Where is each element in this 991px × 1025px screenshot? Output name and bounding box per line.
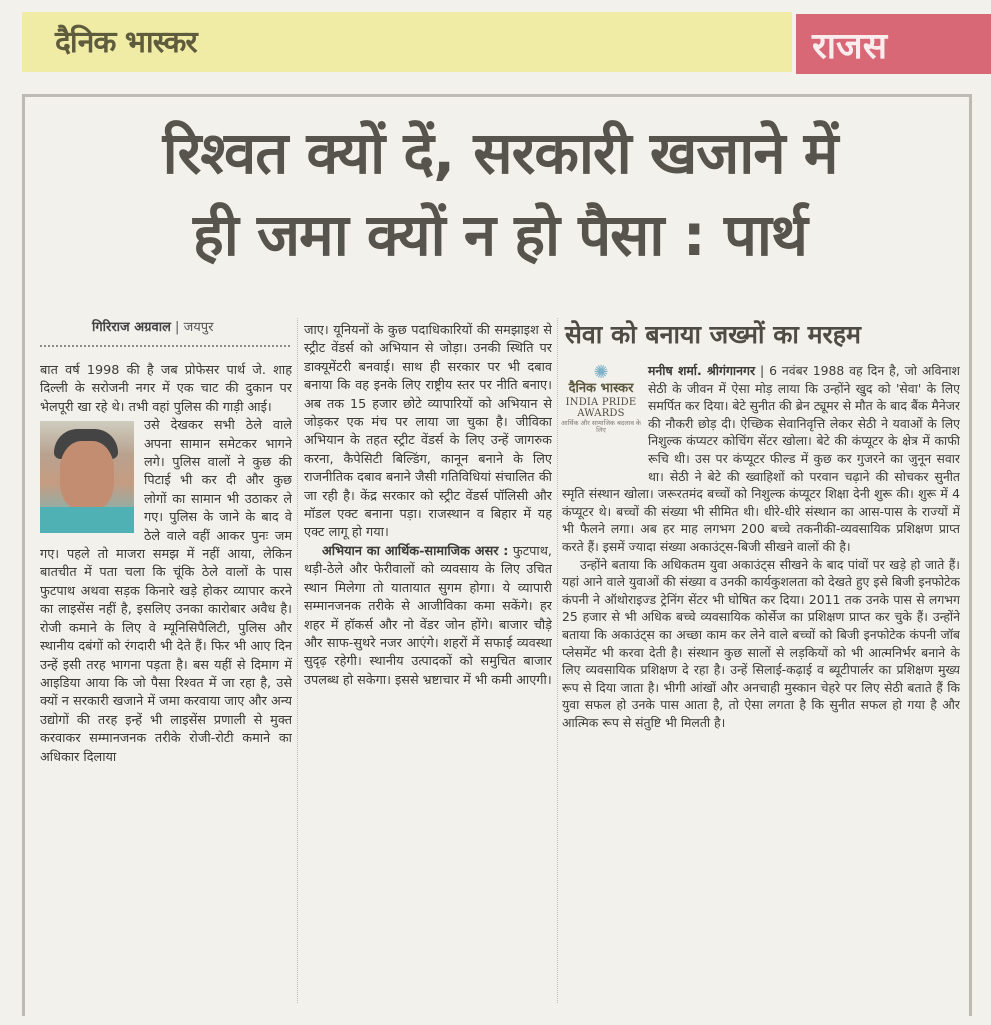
body-paragraph-continued xyxy=(304,322,552,543)
side-byline: मनीष शर्मा. श्रीगंगानगर xyxy=(648,363,756,378)
impact-subhead: अभियान का आर्थिक-सामाजिक असर : xyxy=(322,543,509,559)
impact-text: फुटपाथ, थड़ी-ठेले और फेरीवालों को व्यवसाय के लिए उचित स्थान मिलेगा तो यातायात सुगम होगा। ये व्यापारी सम्मानजनक तरीके से आजीविका कमा सकेंगे। हर शहर में हॉकर्स और नो वेंडर जोन होंगे। बाजार चौड़े और साफ-सुथरे नजर आएंगे। शहरों में सफाई व्यवस्था सुदृढ़ रहेगी। स्थानीय उत्पादकों को समुचित बाजार उपलब्ध हो सकेगा। इससे भ्रष्टाचार में भी कमी आएगी। xyxy=(304,543,552,688)
side-para-2-text: उन्होंने बताया कि अधिकतम युवा अकाउंट्स सीखने के बाद पांवों पर खड़े हो जाते हैं। यहां आने वाले युवाओं की संख्या व उनकी कार्यकुशलता को देखते हुए इसे बिजी इनफोटेक कंपनी ने ऑथोराइज्ड ट्रेनिंग सेंटर भी घोषित कर दिया। 2011 तक उनके पास से लगभग 25 हजार से भी अधिक बच्चे व्यवसायिक कोर्सेज का प्रशिक्षण प्राप्त कर चुके हैं। उन्होंने बताया कि अकाउंट्स का अच्छा काम कर लेने वाले बच्चों को बिजी इनफोटेक कंपनी जॉब प्लेसमेंट भी करवा देती है। संस्थान कुछ सालों से लड़कियों को भी आत्मनिर्भर बनाने के लिए व्यवसायिक प्रशिक्षण दे रहा है। उन्हें सिलाई-कढ़ाई व ब्यूटीपार्लर का प्रशिक्षण मुख्य रूप से दिया जाता है। भीगी आंखों और अनचाही मुस्कान चेहरे पर लिए सेठी बताते हैं कि युवा सफल हो उनके पास आता है, तो ऐसा लगता है कि सुनीत सफल हो गया है और आत्मिक रूप से संतुष्टि भी मिलती है। xyxy=(562,556,960,730)
side-para-1-text: 6 नवंबर 1988 वह दिन है, जो अविनाश सेठी के जीवन में ऐसा मोड़ लाया कि उन्होंने खुद को 'सेवा' के लिए समर्पित कर दिया। बेटे सुनीत की ब्रेन ट्यूमर से मौत के बाद बैंक मैनेजर की नौकरी छोड़ दी। ऐच्छिक सेवानिवृत्ति लेकर सेठी ने यवाओं के लिए निशुल्क कंप्यटर कोचिंग सेंटर खोला। बेटे की कंप्यूटर के क्षेत्र में काफी रूचि थी। उस पर कंप्यूटर फील्ड में कुछ कर गुजरने का जुनून सवार था। सेठी ने बेटे की ख्वाहिशों को परवान चढ़ाने की सोचकर सुनीत स्मृति संस्थान खोला। जरूरतमंद बच्चों को निशुल्क कंप्यूटर शिक्षा देनी शुरू की। शुरू में 4 कंप्यूटर थे। बच्चों की संख्या भी सीमित थी। धीरे-धीरे संस्थान का आस-पास के राज्यों में भी फैलने लगा। अब हर माह लगभग 200 बच्चे तकनीकी-व्यवसायिक प्रशिक्षण प्राप्त करते हैं। इसमें ज्यादा संख्या अकाउंट्स-बिजी सीखने वालों की है। xyxy=(562,363,960,554)
impact-paragraph xyxy=(304,543,552,690)
article-column-1 xyxy=(40,362,292,1002)
award-title: INDIA PRIDE AWARDS xyxy=(565,396,637,420)
side-article-headline: सेवा को बनाया जख्मों का मरहम xyxy=(565,320,861,349)
lead-paragraph: बात वर्ष 1998 की है जब प्रोफेसर पार्थ जे. शाह दिल्ली के सरोजनी नगर में एक चाट की दुकान पर भेलपूरी खा रहे थे। तभी वहां पुलिस की गाड़ी आई। xyxy=(40,363,292,415)
byline-separator: | xyxy=(175,320,184,335)
india-pride-awards-logo xyxy=(558,364,644,435)
main-headline xyxy=(30,112,970,276)
award-tagline: आर्थिक और सामाजिक बदलाव के लिए xyxy=(560,418,642,435)
author-name: गिरिराज अग्रवाल xyxy=(92,320,171,335)
dateline-location: जयपुर xyxy=(183,320,214,335)
side-article-body xyxy=(562,362,960,1004)
headline-line-2: ही जमा क्यों न हो पैसा : पार्थ xyxy=(192,201,807,269)
byline xyxy=(92,320,213,336)
photo-face xyxy=(60,441,114,511)
column-divider xyxy=(297,318,298,1003)
body-paragraph: उसे देखकर सभी ठेले वाले अपना सामान समेटकर भागने लगे। पुलिस वालों ने कुछ की पिटाई भी कर दी और कुछ लोगों का सामान भी उठाकर ले गए। पुलिस के जाने के बाद वे ठेले वाले वहीं आकर पुनः जम गए। पहले तो माजरा समझ में नहीं आया, लेकिन बातचीत में पता चला कि चूंकि ठेले वालों के पास फुटपाथ अथवा सड़क किनारे खड़े होकर व्यापार करने का लाइसेंस नहीं है, इसलिए उनका कारोबार अवैध है। रोजी कमाने के लिए वे म्यूनिसिपैलिटी, पुलिस और स्थानीय दबंगों को रंगदारी भी देते हैं। फिर भी आए दिन उन्हें इसी तरह भागना पड़ता है। बस यहीं से दिमाग में आइडिया आया कि जो पैसा रिश्वत में जा रहा है, उसे क्यों न सरकारी खजाने में जमा करवाया जाए और अन्य उद्योगों की तरह इन्हें भी लाइसेंस प्रणाली से मुक्त करवाकर सम्मानजनक तरीके रोजी-रोटी कमाने का अधिकार दिलाया xyxy=(40,418,292,765)
headline-line-1: रिश्वत क्यों दें, सरकारी खजाने में xyxy=(162,119,838,187)
byline-separator: | xyxy=(755,363,770,378)
award-brand: दैनिक भास्कर xyxy=(568,381,634,396)
photo-shirt xyxy=(40,507,134,533)
section-label: राजस xyxy=(812,26,888,67)
newspaper-logo: दैनिक भास्कर xyxy=(55,25,197,60)
article-column-2 xyxy=(304,322,552,1002)
portrait-photo xyxy=(40,421,134,533)
fan-icon: ✺ xyxy=(593,362,609,383)
side-paragraph-2 xyxy=(562,556,960,732)
continued-text: जाए। यूनियनों के कुछ पदाधिकारियों की समझाइश से स्ट्रीट वेंडर्स को अभियान से जोड़ा। उनकी स्थिति पर डाक्यूमेंटरी बनवाई। साथ ही सरकार पर भी दबाव बनाया कि वह इनके लिए राष्ट्रीय स्तर पर नीति बनाए। अब तक 15 हजार छोटे व्यापारियों को अभियान से जोड़कर एक मंच पर लाया जा चुका है। जीविका अभियान के तहत स्ट्रीट वेंडर्स के लिए उन्हें जागरुक करना, कैपेसिटी बिल्डिंग, कानून बनाने के लिए राजनीतिक दबाव बनाने जैसी गतिविधियां संचालित की जा रही है। केंद्र सरकार को स्ट्रीट वेंडर्स पॉलिसी और मॉडल एक्ट बनाना पड़ा। राजस्थान व बिहार में यह एक्ट लागू हो गया। xyxy=(304,323,552,541)
dotted-divider xyxy=(40,345,290,347)
